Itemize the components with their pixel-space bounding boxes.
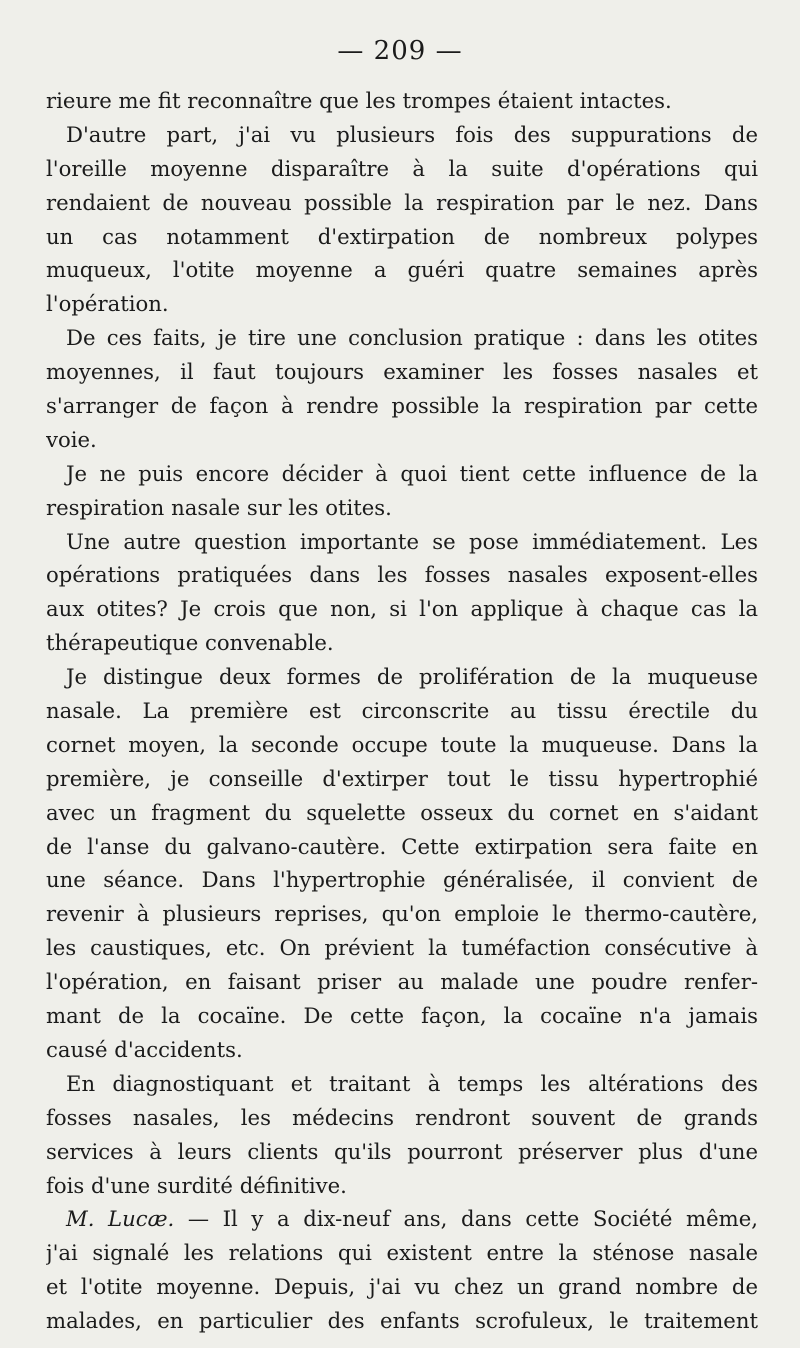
speaker-name: M. Lucæ. (66, 1206, 175, 1232)
page-number: — 209 — (337, 36, 463, 66)
line-text: — Il y a dix-neuf ans, dans cette Société même, (187, 1206, 758, 1232)
text-line: Une autre question importante se pose immédiatement. Les (66, 528, 758, 554)
text-line: l'opération. (46, 291, 169, 317)
text-line: aux otites? Je crois que non, si l'on applique à chaque cas la (46, 596, 758, 622)
text-line: j'ai signalé les relations qui existent entre la sténose nasale (46, 1240, 758, 1266)
text-line: De ces faits, je tire une conclusion pratique : dans les otites (66, 325, 758, 351)
text-line: Je ne puis encore décider à quoi tient cette influence de la (66, 460, 758, 486)
text-line: moyennes, il faut toujours examiner les fosses nasales et (46, 359, 758, 385)
text-line: thérapeutique convenable. (46, 630, 334, 656)
text-line: et l'otite moyenne. Depuis, j'ai vu chez un grand nombre de (46, 1274, 758, 1300)
text-line: fois d'une surdité définitive. (46, 1172, 347, 1198)
text-line: de l'anse du galvano-cautère. Cette extirpation sera faite en (46, 833, 758, 859)
text-line: nasale. La première est circonscrite au tissu érectile du (46, 698, 758, 724)
text-line: une séance. Dans l'hypertrophie généralisée, il convient de (46, 867, 758, 893)
text-line: causé d'accidents. (46, 1036, 243, 1062)
text-line: En diagnostiquant et traitant à temps les altérations des (66, 1070, 758, 1096)
text-line: fosses nasales, les médecins rendront souvent de grands (46, 1104, 758, 1130)
text-line: s'arranger de façon à rendre possible la respiration par cette (46, 393, 758, 419)
text-line: Je distingue deux formes de prolifération de la muqueuse (66, 664, 758, 690)
text-line: les caustiques, etc. On prévient la tuméfaction consécutive à (46, 935, 758, 961)
text-line: première, je conseille d'extirper tout le tissu hypertrophié (46, 765, 758, 791)
text-line: revenir à plusieurs reprises, qu'on emploie le thermo-cautère, (46, 901, 758, 927)
text-line: services à leurs clients qu'ils pourront préserver plus d'une (46, 1138, 758, 1164)
text-line: rieure me fit reconnaître que les trompes étaient intactes. (46, 88, 672, 113)
text-line: mant de la cocaïne. De cette façon, la cocaïne n'a jamais (46, 1003, 758, 1029)
text-line: voie. (46, 426, 97, 452)
text-line: muqueux, l'otite moyenne a guéri quatre semaines après (46, 257, 758, 283)
text-line: malades, en particulier des enfants scrofuleux, le traitement (46, 1308, 758, 1334)
text-line: cornet moyen, la seconde occupe toute la muqueuse. Dans la (46, 731, 758, 757)
text-line: opérations pratiquées dans les fosses nasales exposent-elles (46, 562, 758, 588)
text-line: respiration nasale sur les otites. (46, 494, 392, 520)
text-line (46, 1202, 758, 1236)
text-line: l'opération, en faisant priser au malade une poudre renfer- (46, 969, 758, 995)
body-text (46, 84, 758, 1338)
text-line: un cas notamment d'extirpation de nombreux polypes (46, 223, 758, 249)
text-line: avec un fragment du squelette osseux du cornet en s'aidant (46, 799, 758, 825)
text-line: l'oreille moyenne disparaître à la suite d'opérations qui (46, 155, 758, 181)
text-line: D'autre part, j'ai vu plusieurs fois des suppurations de (66, 121, 758, 147)
text-line: rendaient de nouveau possible la respiration par le nez. Dans (46, 189, 758, 215)
